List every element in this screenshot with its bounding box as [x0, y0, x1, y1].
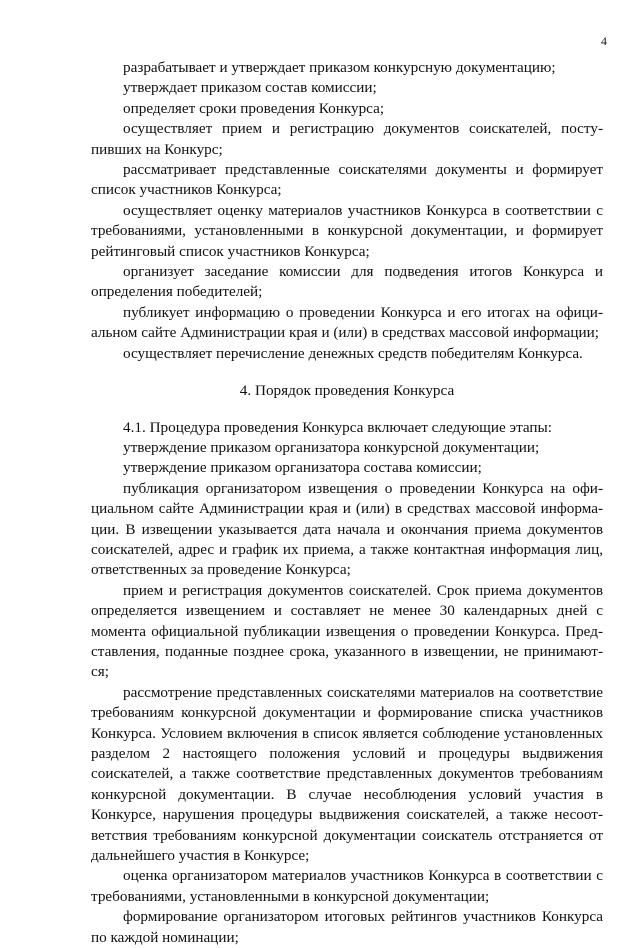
page-number: 4	[601, 34, 607, 48]
list-item: рассмотрение представленных соискателями материалов на соответствие требованиям конкурсной документации и формирование списка участников Конкурса. Условием включения в список является соблюдение установленных разделом 2 настоящего положения условий и процедуры выдвижения соискателей, а также соответствие представленных документов требованиям конкурсной документации. В случае несоблюдения условий участия в Конкурсе, нарушения процедуры выдвижения соискателей, а также несоответствия требованиям конкурсной документации соискатель отстраняется от дальнейшего участия в Конкурсе;	[91, 683, 603, 865]
list-item: оценка организатором материалов участников Конкурса в соответствии с требованиями, установленными в конкурсной документации;	[91, 867, 603, 905]
list-item: рассматривает представленные соискателями документы и формирует список участников Конкурса;	[91, 161, 603, 199]
list-item: определяет сроки проведения Конкурса;	[123, 99, 385, 117]
list-item: осуществляет оценку материалов участников Конкурса в соответствии с требованиями, установленными в конкурсной документации, и формирует рейтинговый список участников Конкурса;	[91, 201, 603, 260]
list-item: разрабатывает и утверждает приказом конкурсную документацию;	[123, 59, 556, 76]
list-item: утверждает приказом состав комиссии;	[123, 79, 377, 97]
list-item: утверждение приказом организатора конкурсной документации;	[123, 438, 540, 456]
list-item: формирование организатором итоговых рейтингов участников Конкурса по каждой номинации;	[91, 908, 603, 946]
list-item: прием и регистрация документов соискателей. Срок приема документов определяется извещением и составляет не менее 30 календарных дней с момента официальной публикации извещения о проведении Конкурса. Представления, поданные позднее срока, указанного в извещении, не принимаются;	[91, 581, 603, 681]
list-item: 4.1. Процедура проведения Конкурса включает следующие этапы:	[123, 418, 552, 436]
list-item: осуществляет прием и регистрацию документов соискателей, поступивших на Конкурс;	[91, 120, 603, 158]
list-item: организует заседание комиссии для подведения итогов Конкурса и определения победителей;	[91, 263, 603, 301]
section-heading: 4. Порядок проведения Конкурса	[239, 382, 455, 400]
list-item: осуществляет перечисление денежных средств победителям Конкурса.	[123, 344, 583, 362]
document-body	[91, 58, 603, 948]
list-item: публикация организатором извещения о проведении Конкурса на официальном сайте Администрации края и (или) в средствах массовой информации. В извещении указывается дата начала и окончания приема документов соискателей, адрес и график их приема, а также контактная информация лиц, ответственных за проведение Конкурса;	[91, 479, 603, 579]
list-item: публикует информацию о проведении Конкурса и его итогах на официальном сайте Администрации края и (или) в средствах массовой информации;	[91, 303, 603, 342]
list-item: утверждение приказом организатора состава комиссии;	[123, 459, 482, 477]
